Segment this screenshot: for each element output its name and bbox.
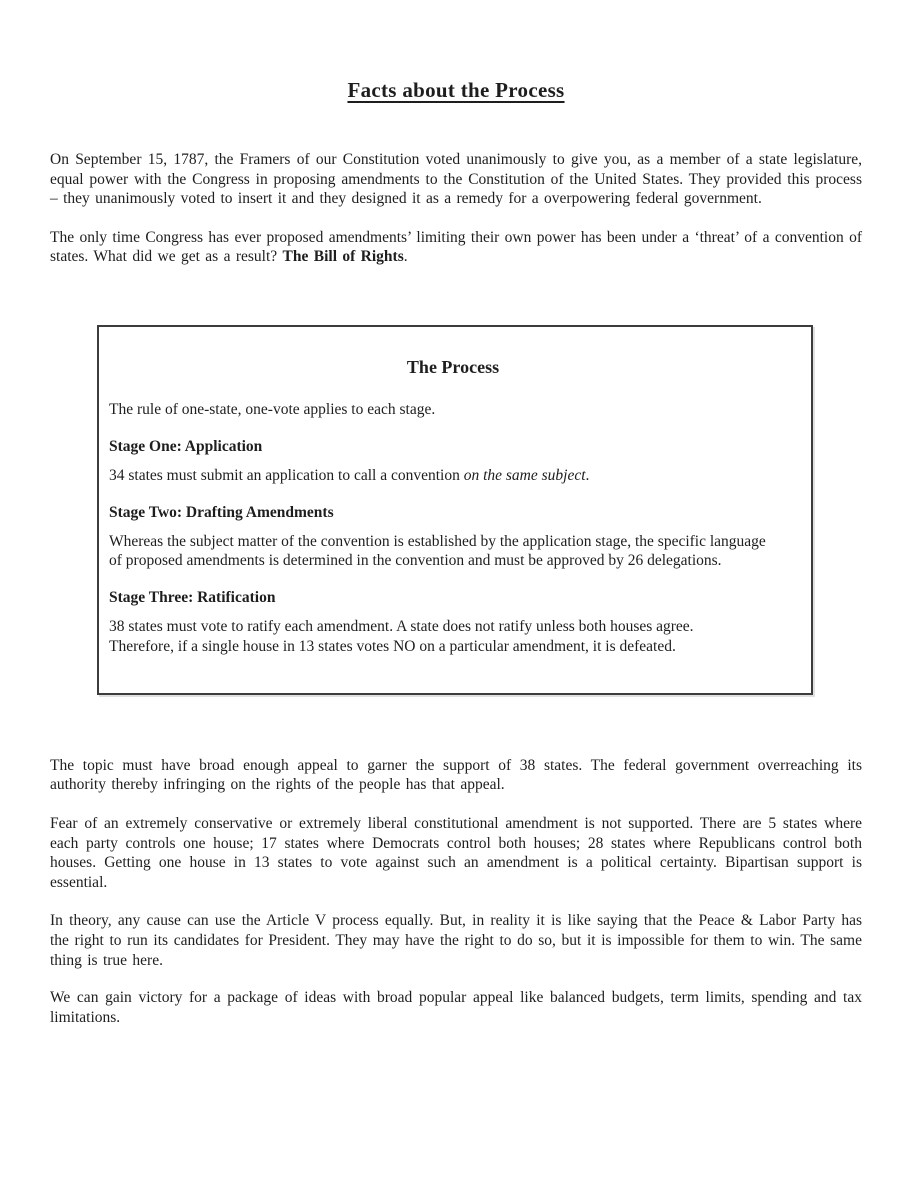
stage-one-body-end: . xyxy=(585,466,590,484)
stage-one-heading: Stage One: Application xyxy=(109,437,263,455)
stage-one-body-lead: 34 states must submit an application to call a convention xyxy=(109,466,464,484)
process-box-title: The Process xyxy=(406,356,500,377)
stage-two-body-line1: Whereas the subject matter of the convention is established by the application stage, the specific language xyxy=(109,532,766,550)
process-box xyxy=(97,325,813,695)
stage-three-body-line1: 38 states must vote to ratify each amendment. A state does not ratify unless both houses agree. xyxy=(109,618,694,636)
stage-two-body xyxy=(109,532,797,572)
page-title-text: Facts about the Process xyxy=(347,78,565,102)
stage-one-body xyxy=(109,466,797,486)
paragraph-bipartisan: Fear of an extremely conservative or extremely liberal constitutional amendment is not supported. There are 5 states where each party controls one house; 17 states where Democrats control both houses; 28 states where Republicans control both houses. Getting one house in 13 states to vote against such an amendment is a political certainty. Bipartisan support is essential. xyxy=(50,814,862,891)
process-box-intro: The rule of one-state, one-vote applies to each stage. xyxy=(109,400,436,418)
stage-three-heading: Stage Three: Ratification xyxy=(109,589,276,607)
bill-of-rights-bold-text: The Bill of Rights xyxy=(282,248,404,266)
paragraph-framers: On September 15, 1787, the Framers of our Constitution voted unanimously to give you, as a member of a state legislature, equal power with the Congress in proposing amendments to the Constitution of the United States. They provided this process – they unanimously voted to insert it and they designed it as a remedy for a overpowering federal government. xyxy=(50,151,862,208)
stage-two-heading: Stage Two: Drafting Amendments xyxy=(109,503,334,521)
paragraph-bill-of-rights xyxy=(50,228,862,267)
stage-three-body-line2: Therefore, if a single house in 13 states votes NO on a particular amendment, it is defeated. xyxy=(109,637,676,655)
paragraph-bill-of-rights-end: . xyxy=(403,248,408,266)
paragraph-appeal: The topic must have broad enough appeal to garner the support of 38 states. The federal government overreaching its authority thereby infringing on the rights of the people has that appeal. xyxy=(50,756,862,794)
stage-two-body-line2: of proposed amendments is determined in the convention and must be approved by 26 delegations. xyxy=(109,552,722,570)
paragraph-article-v: In theory, any cause can use the Article V process equally. But, in reality it is like saying that the Peace & Labor Party has the right to run its candidates for President. They may have the right to do so, but it is impossible for them to win. The same thing is true here. xyxy=(50,912,862,969)
stage-three-body xyxy=(109,617,797,657)
stage-one-body-italic: on the same subject xyxy=(463,466,586,484)
paragraph-victory: We can gain victory for a package of ideas with broad popular appeal like balanced budgets, term limits, spending and tax limitations. xyxy=(50,989,862,1026)
paragraph-bill-of-rights-lead: The only time Congress has ever proposed amendments’ limiting their own power has been under a ‘threat’ of a convention of states. What did we get as a result? xyxy=(50,228,862,266)
page-title xyxy=(50,78,862,103)
